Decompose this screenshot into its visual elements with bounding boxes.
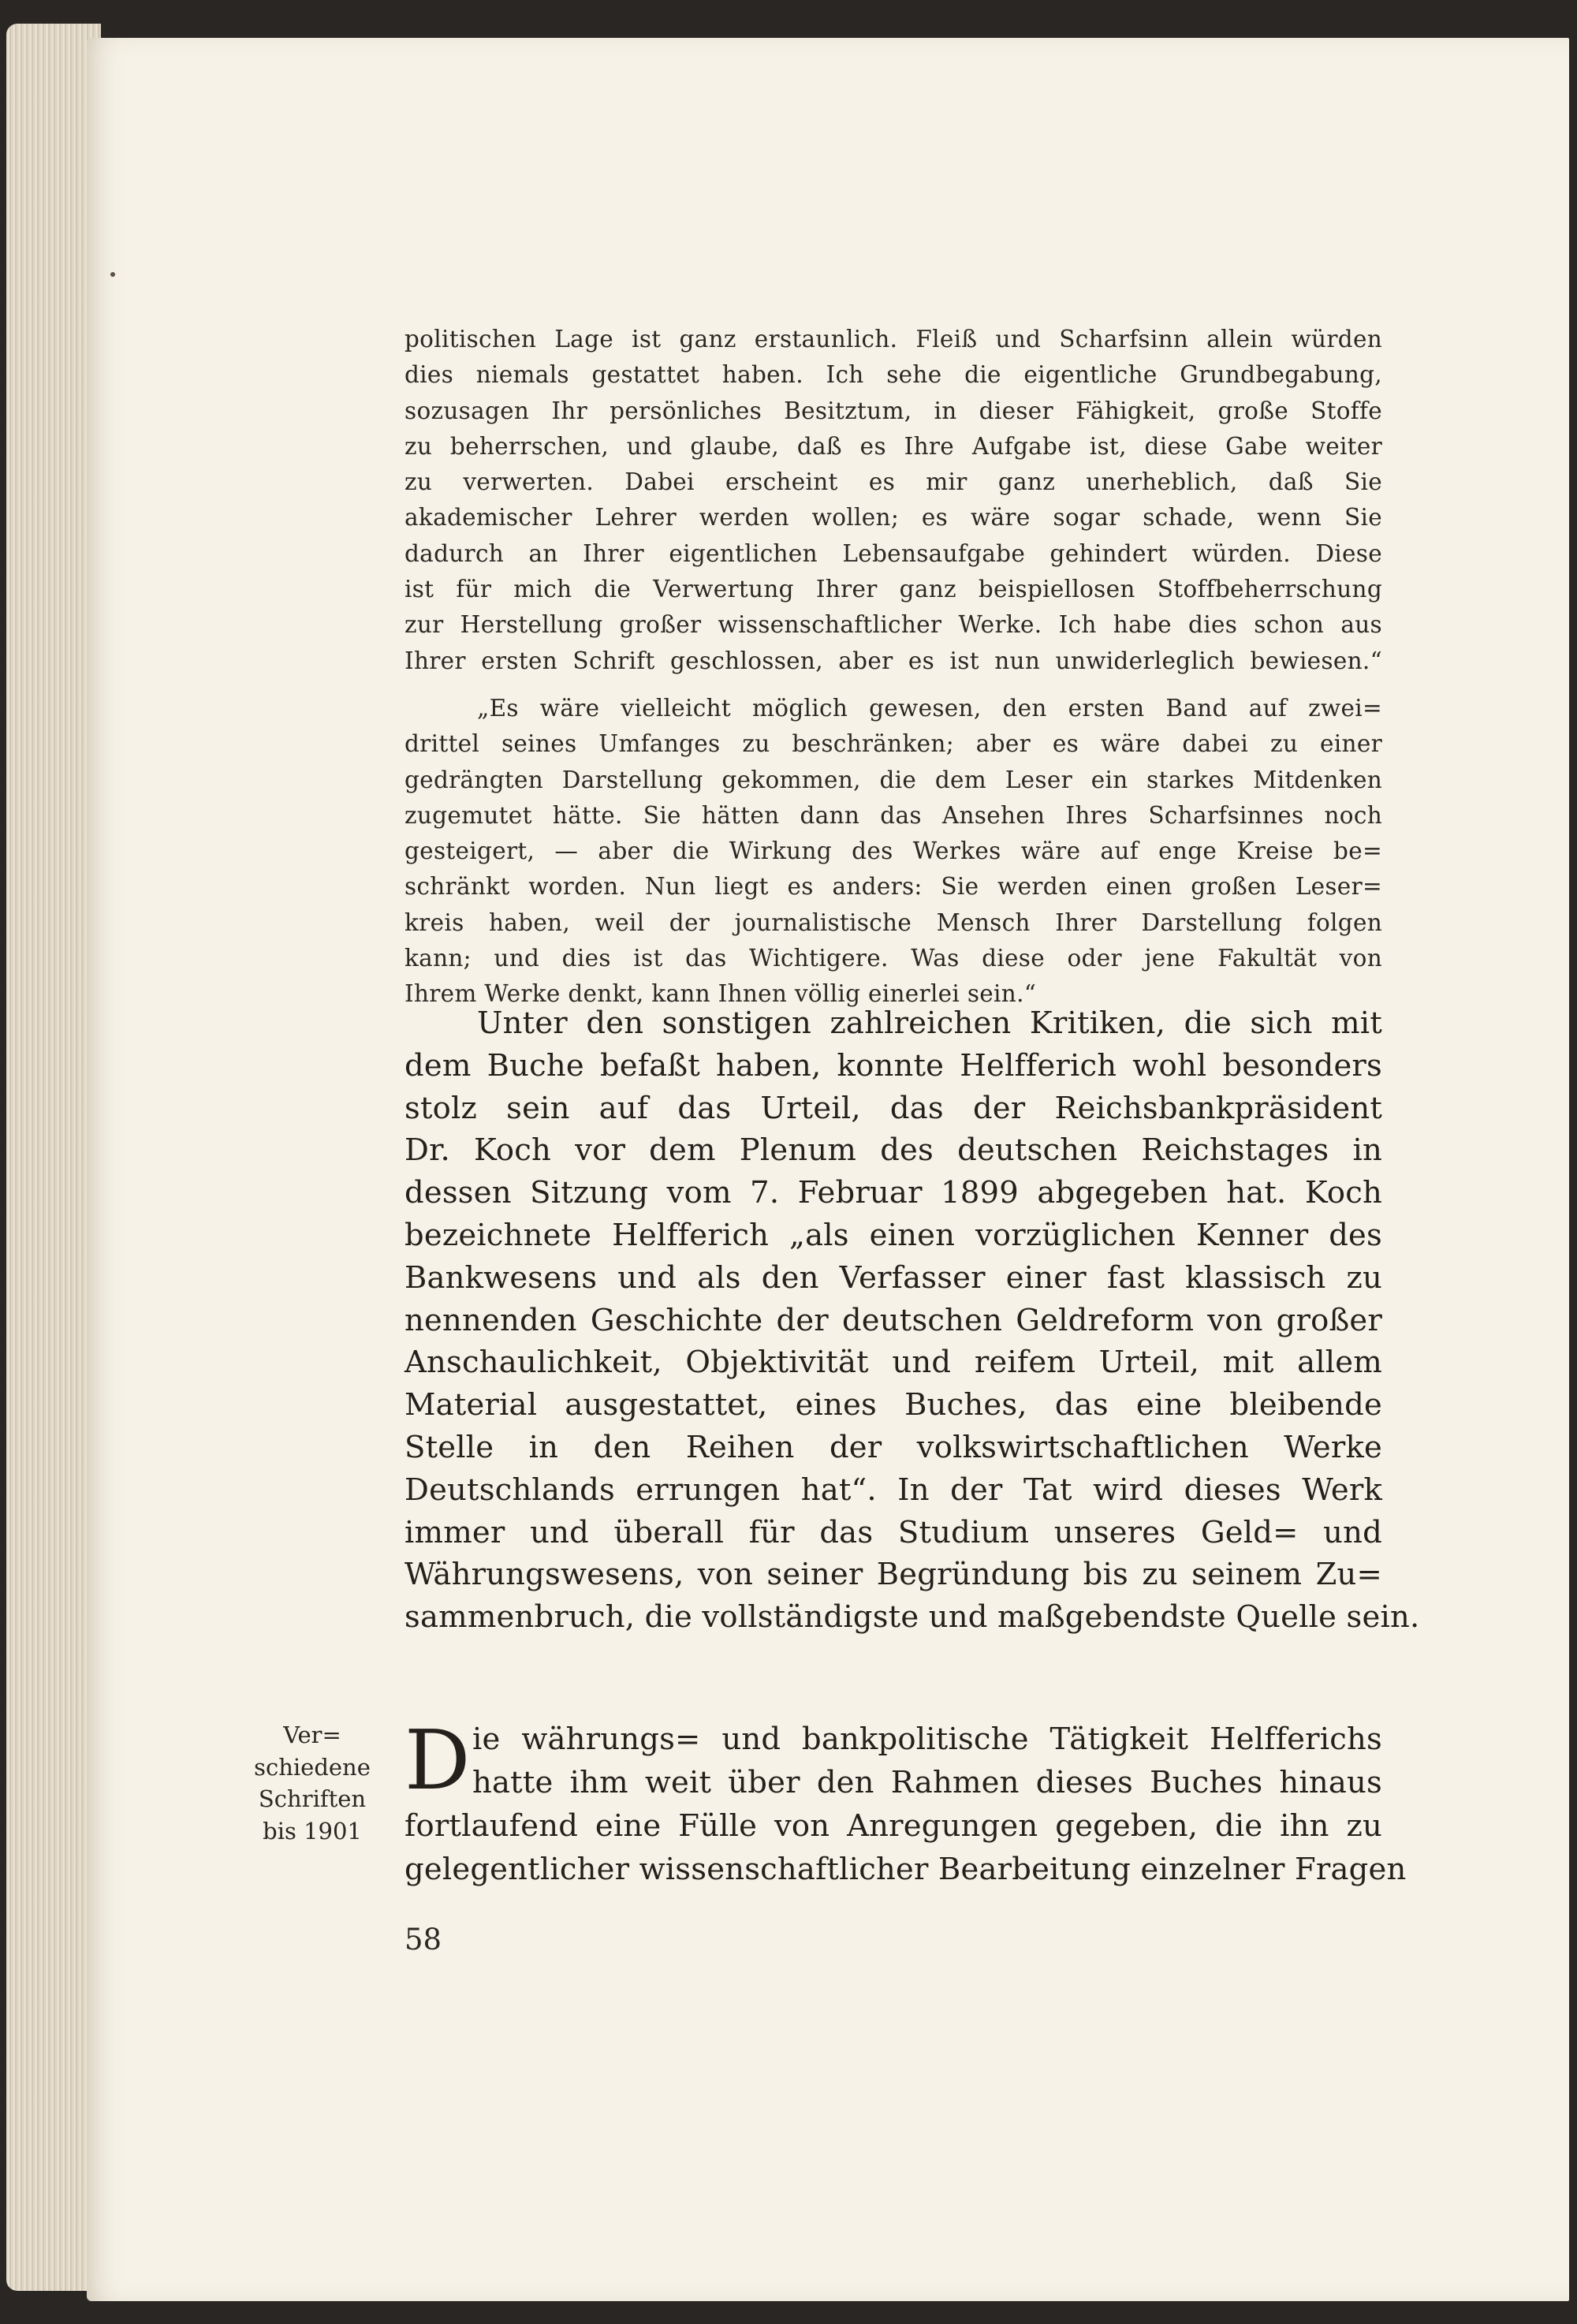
- text-line: dem Buche befaßt haben, konnte Helfferich wohl besonders: [405, 1047, 1382, 1084]
- text-line: Anschaulichkeit, Objektivität und reifem Urteil, mit allem: [405, 1345, 1382, 1381]
- page-number: 58: [405, 1923, 442, 1957]
- drop-cap: D: [405, 1712, 471, 1808]
- text-line: immer und überall für das Studium unseres Geld= und: [405, 1514, 1382, 1550]
- text-line: fortlaufend eine Fülle von Anregungen gegeben, die ihn zu: [405, 1808, 1382, 1844]
- text-line: dies niemals gestattet haben. Ich sehe die eigentliche Grundbegabung,: [405, 361, 1382, 389]
- text-line: drittel seines Umfanges zu beschränken; aber es wäre dabei zu einer: [405, 730, 1382, 758]
- text-line: Bankwesens und als den Verfasser einer fast klassisch zu: [405, 1259, 1382, 1296]
- text-line: zu beherrschen, und glaube, daß es Ihre Aufgabe ist, diese Gabe weiter: [405, 432, 1382, 460]
- text-line: sammenbruch, die vollständigste und maßgebendste Quelle sein.: [405, 1599, 1420, 1636]
- text-line: sozusagen Ihr persönliches Besitztum, in dieser Fähigkeit, große Stoffe: [405, 397, 1382, 424]
- text-line: gedrängten Darstellung gekommen, die dem Leser ein starkes Mitdenken: [405, 766, 1382, 793]
- text-line: Ihrem Werke denkt, kann Ihnen völlig einerlei sein.“: [405, 980, 1037, 1008]
- text-line: bezeichnete Helfferich „als einen vorzüglichen Kenner des: [405, 1217, 1382, 1253]
- text-line: „Es wäre vielleicht möglich gewesen, den ersten Band auf zwei=: [477, 694, 1382, 722]
- text-line: gelegentlicher wissenschaftlicher Bearbeitung einzelner Fragen: [405, 1852, 1407, 1887]
- text-line: Ihrer ersten Schrift geschlossen, aber es ist nun unwiderleglich bewiesen.“: [405, 647, 1382, 674]
- quote-paragraph-2: [405, 691, 1382, 1013]
- margin-note-line: Ver=: [283, 1722, 341, 1748]
- text-line: akademischer Lehrer werden wollen; es wäre sogar schade, wenn Sie: [405, 504, 1382, 532]
- text-line: Dr. Koch vor dem Plenum des deutschen Reichstages in: [405, 1132, 1382, 1169]
- quote-paragraph-1: [405, 322, 1382, 679]
- text-line: dessen Sitzung vom 7. Februar 1899 abgegeben hat. Koch: [405, 1175, 1382, 1211]
- text-line: kann; und dies ist das Wichtigere. Was diese oder jene Fakultät von: [405, 945, 1382, 972]
- main-paragraph: [405, 1002, 1420, 1639]
- text-line: zugemutet hätte. Sie hätten dann das Ansehen Ihres Scharfsinnes noch: [405, 801, 1382, 829]
- quote-block: [405, 322, 1382, 1013]
- margin-note-line: schiedene: [254, 1753, 371, 1781]
- text-line: ie währungs= und bankpolitische Tätigkeit Helfferichs: [472, 1722, 1382, 1757]
- text-line: Stelle in den Reihen der volkswirtschaftlichen Werke: [405, 1429, 1382, 1465]
- margin-note-line: bis 1901: [263, 1817, 362, 1845]
- text-line: gesteigert, — aber die Wirkung des Werkes wäre auf enge Kreise be=: [405, 837, 1382, 865]
- text-line: zur Herstellung großer wissenschaftlicher Werke. Ich habe dies schon aus: [405, 611, 1382, 639]
- text-line: nennenden Geschichte der deutschen Geldreform von großer: [405, 1302, 1382, 1338]
- text-line: schränkt worden. Nun liegt es anders: Sie werden einen großen Leser=: [405, 873, 1382, 901]
- text-line: Unter den sonstigen zahlreichen Kritiken, die sich mit: [477, 1005, 1382, 1041]
- text-line: hatte ihm weit über den Rahmen dieses Buches hinaus: [472, 1765, 1382, 1800]
- text-line: ist für mich die Verwertung Ihrer ganz beispiellosen Stoffbeherrschung: [405, 576, 1382, 603]
- section-paragraph: [405, 1712, 1407, 1891]
- margin-note-line: Schriften: [258, 1785, 367, 1812]
- text-line: Deutschlands errungen hat“. In der Tat wird dieses Werk: [405, 1472, 1382, 1508]
- text-line: stolz sein auf das Urteil, das der Reichsbankpräsident: [405, 1090, 1382, 1126]
- text-line: politischen Lage ist ganz erstaunlich. Fleiß und Scharfsinn allein würden: [405, 326, 1382, 353]
- text-line: Währungswesens, von seiner Begründung bis zu seinem Zu=: [405, 1557, 1382, 1593]
- text-line: dadurch an Ihrer eigentlichen Lebensaufgabe gehindert würden. Diese: [405, 539, 1382, 567]
- text-line: Material ausgestattet, eines Buches, das eine bleibende: [405, 1387, 1382, 1423]
- text-line: zu verwerten. Dabei erscheint es mir ganz unerheblich, daß Sie: [405, 468, 1382, 496]
- text-line: kreis haben, weil der journalistische Mensch Ihrer Darstellung folgen: [405, 908, 1382, 936]
- margin-note: [233, 1719, 391, 1847]
- ink-speck: [110, 272, 115, 277]
